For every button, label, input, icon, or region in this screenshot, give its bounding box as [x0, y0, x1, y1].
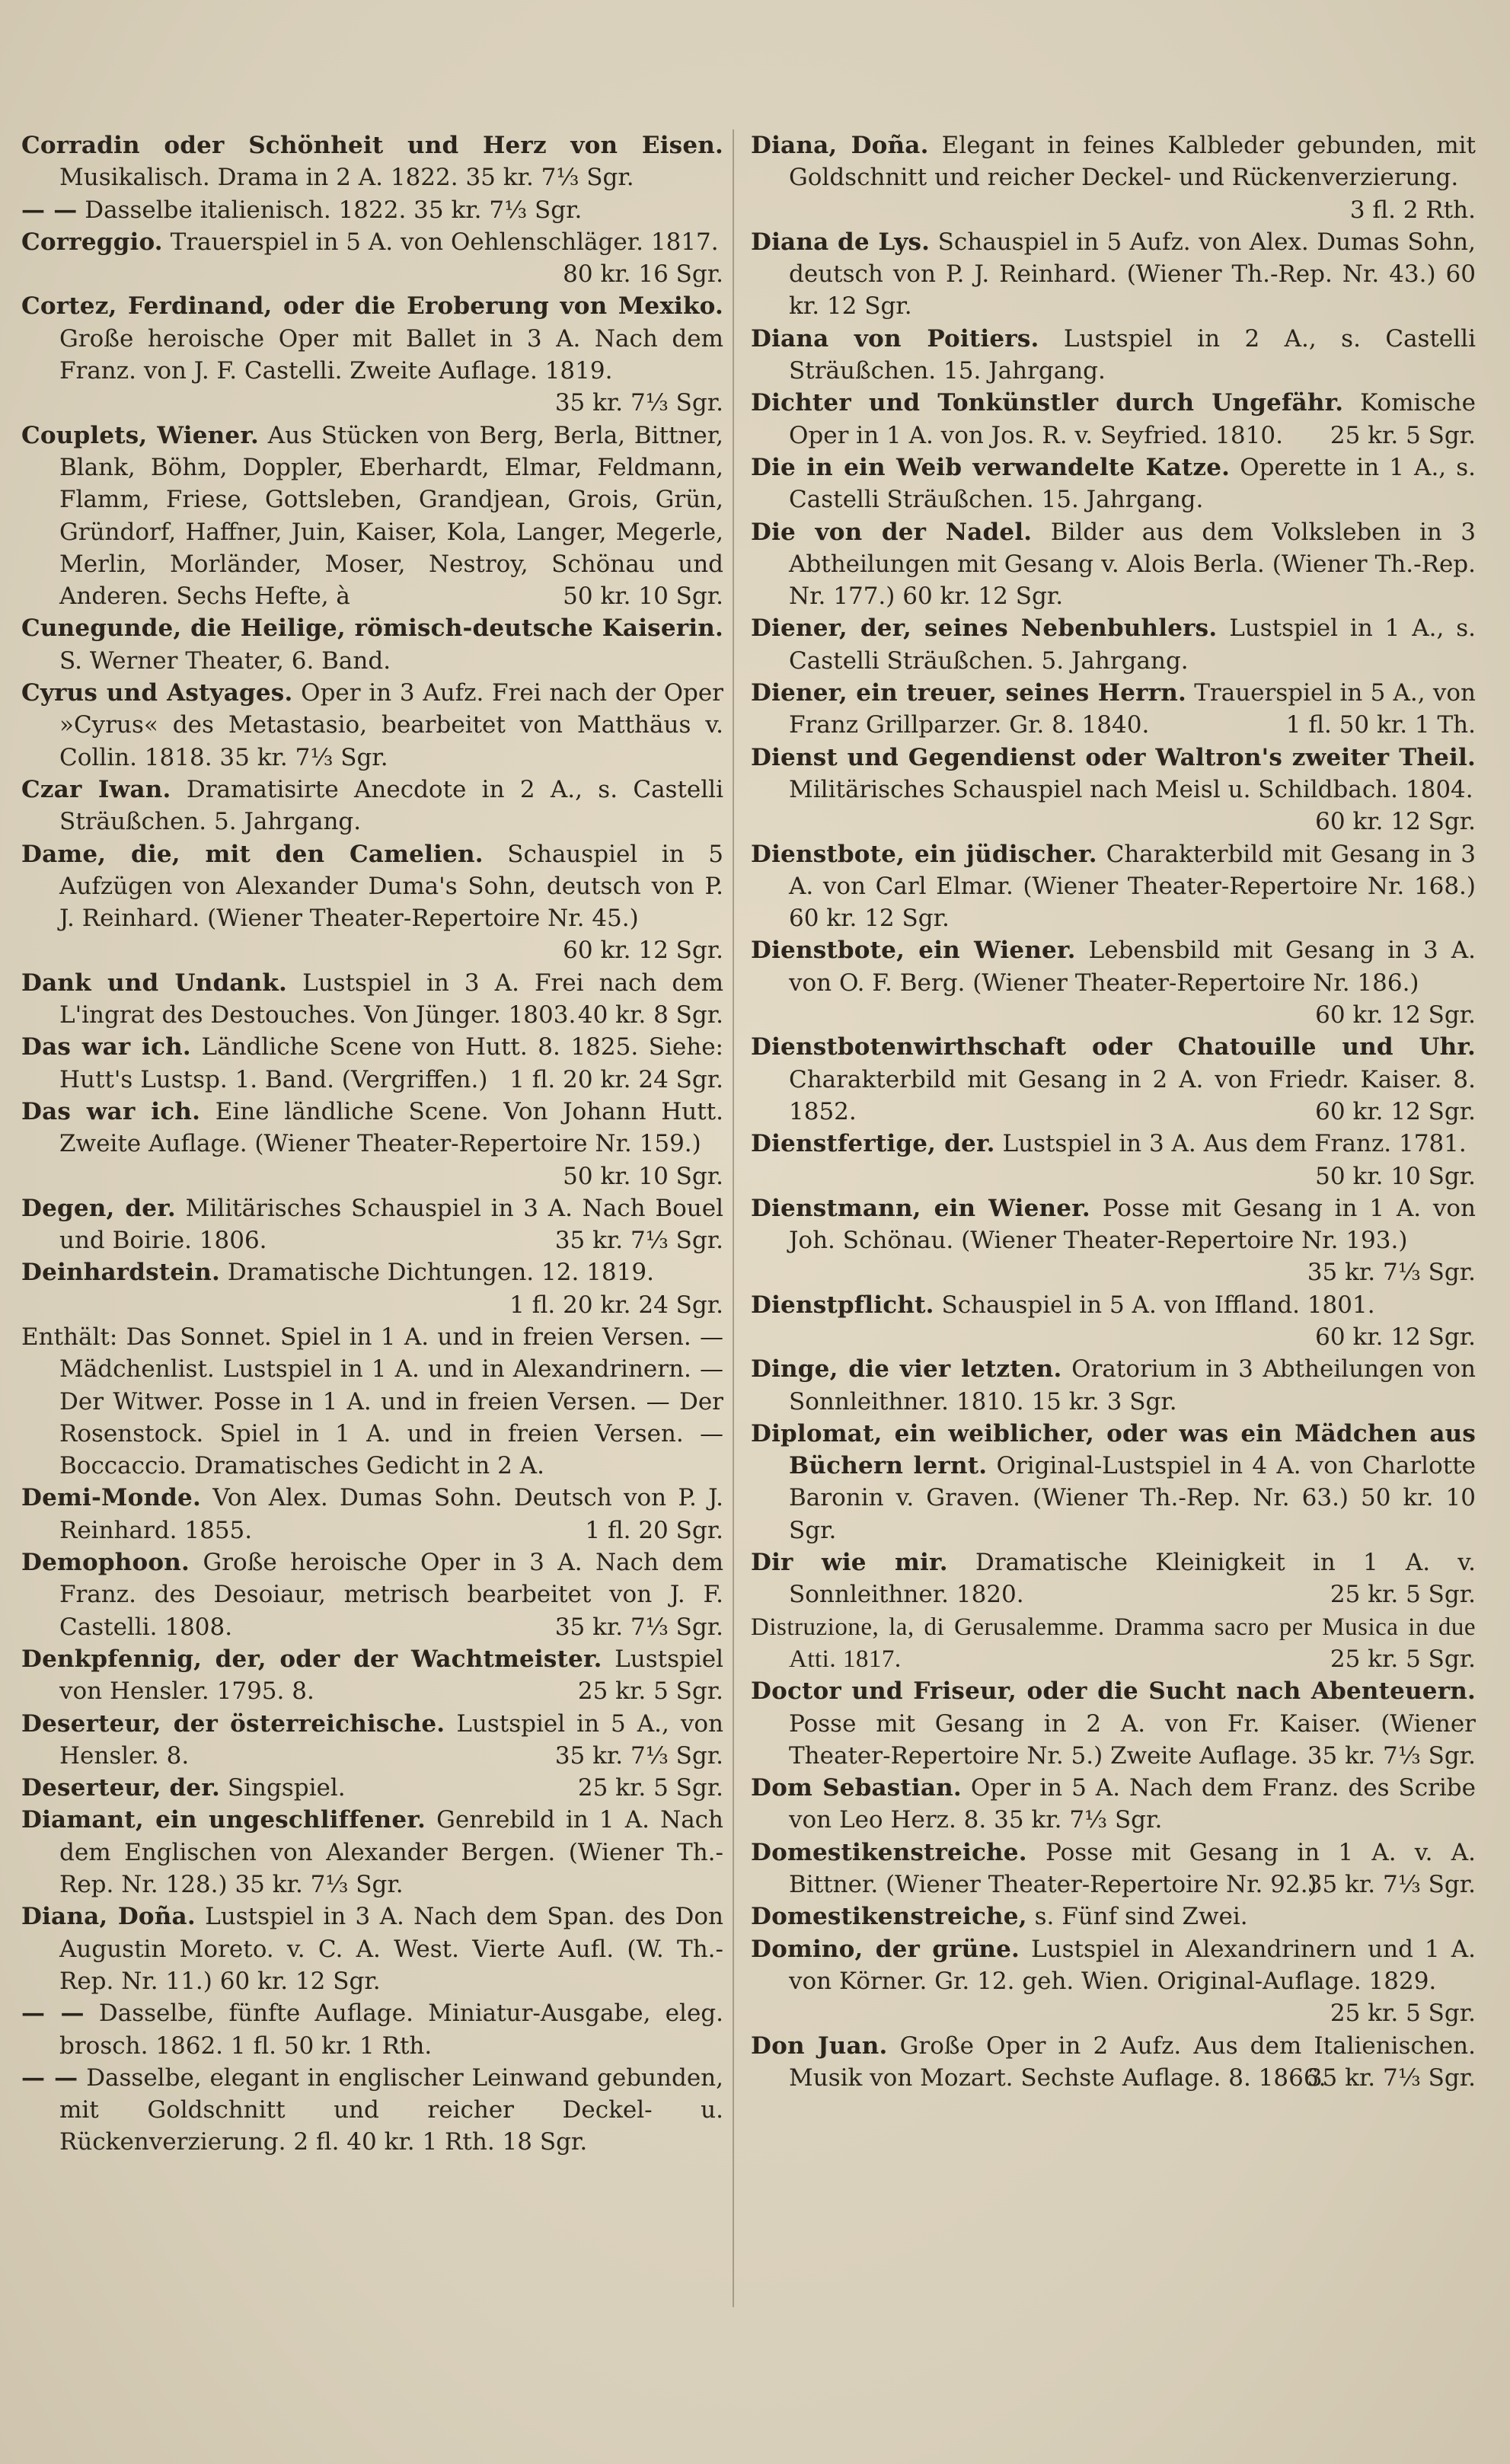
- entry-text: Elegant in feines Kalbleder gebunden, mit Goldschnitt und reicher Deckel- und Rückenverzierung.: [789, 132, 1476, 192]
- entry-text: Ländliche Scene von Hutt. 8. 1825. Siehe: Hutt's Lustsp. 1. Band. (Vergriffen.): [59, 1033, 724, 1093]
- catalog-entry: [21, 838, 723, 967]
- entry-price: 25 kr. 5 Sgr.: [1330, 421, 1476, 449]
- catalog-entry: [751, 677, 1476, 742]
- entry-price: 25 kr. 5 Sgr.: [1330, 1581, 1476, 1609]
- catalog-entry: [751, 1192, 1476, 1289]
- entry-headword: Diplomat, ein weiblicher, oder was ein Mädchen aus Büchern lernt.: [751, 1419, 1476, 1480]
- entry-headword: Dienstfertige, der.: [751, 1130, 995, 1158]
- entry-price: 60 kr. 12 Sgr.: [1315, 1097, 1476, 1125]
- entry-text: Schauspiel in 5 A. von Iffland. 1801.: [941, 1291, 1375, 1319]
- entry-text: Lebensbild mit Gesang in 3 A. von O. F. Berg. (Wiener Theater-Repertoire Nr. 186.): [789, 937, 1476, 997]
- catalog-entry: [21, 290, 723, 419]
- entry-text: Dramatisirte Anecdote in 2 A., s. Castelli Sträußchen. 5. Jahrgang.: [59, 775, 724, 836]
- entry-price: 1 fl. 20 kr. 24 Sgr.: [509, 1291, 723, 1319]
- catalog-entry: [751, 742, 1476, 838]
- entry-text: Lustspiel in 3 A. Aus dem Franz. 1781.: [1002, 1130, 1467, 1158]
- catalog-entry: [21, 129, 723, 194]
- catalog-entry: [751, 838, 1476, 935]
- entry-text: Eine ländliche Scene. Von Johann Hutt. Zweite Auflage. (Wiener Theater-Repertoire Nr. 159.): [59, 1097, 723, 1158]
- entry-headword: Degen, der.: [21, 1194, 176, 1222]
- entry-price: 60 kr. 12 Sgr.: [1315, 1001, 1476, 1029]
- entry-headword: Die von der Nadel.: [751, 518, 1033, 546]
- entry-price: 60 kr. 12 Sgr.: [1315, 1323, 1476, 1351]
- entry-text: Militärisches Schauspiel in 3 A. Nach Bouel und Boirie. 1806.: [59, 1194, 723, 1255]
- entry-price: 40 kr. 8 Sgr.: [577, 1001, 723, 1029]
- catalog-entry: [751, 1901, 1476, 1933]
- entry-headword: — —: [21, 2063, 78, 2092]
- entry-text: Bilder aus dem Volksleben in 3 Abtheilungen mit Gesang v. Alois Berla. (Wiener Th.-Rep. Nr. 177.) 60 kr. 12 Sgr.: [789, 518, 1476, 611]
- catalog-entry: [21, 1643, 723, 1708]
- entry-price: 25 kr. 5 Sgr.: [1330, 1645, 1476, 1673]
- entry-text: Genrebild in 1 A. Nach dem Englischen von Alexander Bergen. (Wiener Th.-Rep. Nr. 128.) 35 kr. 7⅓ Sgr.: [59, 1806, 723, 1899]
- entry-headword: Die in ein Weib verwandelte Katze.: [751, 453, 1231, 481]
- entry-price: 50 kr. 10 Sgr.: [563, 1162, 723, 1190]
- entry-price: 60 kr. 12 Sgr.: [1315, 808, 1476, 836]
- entry-headword: — —: [21, 196, 78, 224]
- catalog-entry: [751, 612, 1476, 677]
- catalog-entry: [751, 1128, 1476, 1192]
- entry-price: 80 kr. 16 Sgr.: [563, 260, 723, 289]
- catalog-entry: [21, 1192, 723, 1257]
- catalog-entry: [21, 1901, 723, 1997]
- entry-headword: — —: [21, 2000, 85, 2028]
- catalog-entry: [751, 1772, 1476, 1837]
- entry-headword: Domestikenstreiche.: [751, 1838, 1027, 1866]
- catalog-entry: [21, 226, 723, 291]
- entry-headword: Deserteur, der.: [21, 1774, 221, 1802]
- entry-price: 35 kr. 7⅓ Sgr.: [1307, 1871, 1476, 1899]
- entry-text: Lustspiel von Hensler. 1795. 8.: [59, 1645, 724, 1706]
- entry-price: 25 kr. 5 Sgr.: [577, 1677, 723, 1706]
- entry-headword: Czar Iwan.: [21, 775, 171, 803]
- entry-text: Singspiel.: [227, 1774, 346, 1802]
- entry-text: Dasselbe italienisch. 1822. 35 kr. 7⅓ Sgr.: [85, 196, 583, 224]
- entry-headword: Diener, der, seines Nebenbuhlers.: [751, 614, 1218, 643]
- entry-headword: Denkpfennig, der, oder der Wachtmeister.: [21, 1645, 602, 1673]
- entry-price: 35 kr. 7⅓ Sgr.: [554, 1227, 723, 1255]
- entry-headword: Cunegunde, die Heilige, römisch-deutsche Kaiserin.: [21, 614, 723, 643]
- entry-text: Lustspiel in 1 A., s. Castelli Sträußchen. 5. Jahrgang.: [789, 614, 1476, 675]
- entry-text: Musikalisch. Drama in 2 A. 1822. 35 kr. 7⅓ Sgr.: [59, 164, 634, 192]
- catalog-entry: [21, 774, 723, 838]
- entry-price: 25 kr. 5 Sgr.: [577, 1774, 723, 1802]
- entry-headword: Diener, ein treuer, seines Herrn.: [751, 679, 1186, 707]
- entry-price: 35 kr. 7⅓ Sgr.: [1307, 2063, 1476, 2092]
- catalog-entry: [21, 1482, 723, 1546]
- catalog-entry: [751, 129, 1476, 226]
- entry-text: Von Alex. Dumas Sohn. Deutsch von P. J. Reinhard. 1855.: [59, 1484, 724, 1544]
- catalog-entry: [21, 1804, 723, 1901]
- entry-headword: Das war ich.: [21, 1097, 201, 1125]
- catalog-entry: [21, 612, 723, 677]
- catalog-entry: [21, 1321, 723, 1482]
- entry-price: 35 kr. 7⅓ Sgr.: [554, 1741, 723, 1770]
- entry-price: 25 kr. 5 Sgr.: [1330, 2000, 1476, 2028]
- entry-headword: Das war ich.: [21, 1033, 191, 1061]
- entry-headword: Don Juan.: [751, 2032, 888, 2060]
- entry-text: Operette in 1 A., s. Castelli Sträußchen. 15. Jahrgang.: [789, 453, 1476, 514]
- entry-text: Trauerspiel in 5 A. von Oehlenschläger. 1817.: [170, 228, 719, 256]
- catalog-entry: [751, 1546, 1476, 1611]
- entry-headword: Dir wie mir.: [751, 1549, 948, 1577]
- entry-text: Posse mit Gesang in 1 A. v. A. Bittner. (Wiener Theater-Repertoire Nr. 92.): [789, 1838, 1476, 1899]
- catalog-entry: [751, 2030, 1476, 2095]
- entry-price: 35 kr. 7⅓ Sgr.: [1307, 1741, 1476, 1770]
- entry-price: 1 fl. 20 Sgr.: [585, 1516, 723, 1544]
- entry-headword: Correggio.: [21, 228, 163, 256]
- entry-text: Dramatische Dichtungen. 12. 1819.: [227, 1259, 654, 1287]
- entry-headword: Diana, Doña.: [21, 1903, 196, 1931]
- entry-text: Große heroische Oper mit Ballet in 3 A. Nach dem Franz. von J. F. Castelli. Zweite Auflage. 1819.: [59, 324, 723, 385]
- entry-text: Große Oper in 2 Aufz. Aus dem Italienischen. Musik von Mozart. Sechste Auflage. 8. 1866.: [789, 2032, 1476, 2092]
- entry-headword: Dienst und Gegendienst oder Waltron's zweiter Theil.: [751, 743, 1476, 771]
- entry-headword: Dom Sebastian.: [751, 1774, 962, 1802]
- catalog-entry: [751, 516, 1476, 613]
- entry-headword: Dienstpflicht.: [751, 1291, 934, 1319]
- catalog-entry: [751, 1418, 1476, 1546]
- entry-price: 1 fl. 50 kr. 1 Th.: [1285, 711, 1476, 739]
- entry-text: Charakterbild mit Gesang in 3 A. von Carl Elmar. (Wiener Theater-Repertoire Nr. 168.) 60 kr. 12 Sgr.: [789, 840, 1476, 933]
- entry-headword: Demi-Monde.: [21, 1484, 201, 1512]
- entry-text: Lustspiel in 5 A., von Hensler. 8.: [59, 1709, 724, 1770]
- catalog-entry: [751, 1611, 1476, 1676]
- entry-text: Charakterbild mit Gesang in 2 A. von Friedr. Kaiser. 8. 1852.: [789, 1065, 1476, 1125]
- catalog-entry: [21, 1997, 723, 2062]
- entry-text: Komische Oper in 1 A. von Jos. R. v. Seyfried. 1810.: [789, 389, 1476, 449]
- entry-price: 35 kr. 7⅓ Sgr.: [554, 1613, 723, 1641]
- entry-headword: Demophoon.: [21, 1549, 190, 1577]
- catalog-entry: [751, 1353, 1476, 1418]
- entry-headword: Diamant, ein ungeschliffener.: [21, 1806, 426, 1834]
- entry-text: Aus Stücken von Berg, Berla, Bittner, Blank, Böhm, Doppler, Eberhardt, Elmar, Feldmann, Flamm, Friese, Gottsleben, Grandjean, Grois, Grün, Gründorf, Haffner, Juin, Kaiser, Kola, Langer, Megerle, Merlin, Morländer, Moser, Nestroy, Schönau und Anderen. Sechs Hefte, à: [59, 421, 723, 611]
- catalog-entry: [751, 1837, 1476, 1901]
- column-divider: [733, 129, 734, 2307]
- catalog-entry: [751, 323, 1476, 388]
- entry-text: Schauspiel in 5 Aufz. von Alex. Dumas Sohn, deutsch von P. J. Reinhard. (Wiener Th.-Rep. Nr. 43.) 60 kr. 12 Sgr.: [789, 228, 1476, 321]
- entry-headword: Corradin oder Schönheit und Herz von Eisen.: [21, 132, 723, 159]
- entry-headword: Dame, die, mit den Camelien.: [21, 840, 484, 868]
- catalog-entry: [751, 934, 1476, 1031]
- entry-text: Oper in 3 Aufz. Frei nach der Oper »Cyrus« des Metastasio, bearbeitet von Matthäus v. Collin. 1818. 35 kr. 7⅓ Sgr.: [59, 679, 723, 771]
- catalog-entry: [21, 2062, 723, 2159]
- entry-text: Dasselbe, fünfte Auflage. Miniatur-Ausgabe, eleg. brosch. 1862. 1 fl. 50 kr. 1 Rth.: [59, 2000, 723, 2060]
- entry-headword: Dank und Undank.: [21, 969, 288, 997]
- entry-price: 50 kr. 10 Sgr.: [563, 582, 723, 611]
- entry-text: S. Werner Theater, 6. Band.: [59, 646, 391, 675]
- catalog-entry: [21, 194, 723, 226]
- catalog-entry: [751, 1031, 1476, 1128]
- entry-price: 50 kr. 10 Sgr.: [1315, 1162, 1476, 1190]
- entry-headword: Diana, Doña.: [751, 132, 929, 159]
- entry-text: Enthält: Das Sonnet. Spiel in 1 A. und in freien Versen. — Mädchenlist. Lustspiel in 1 A. und in Alexandrinern. — Der Witwer. Posse in 1 A. und in freien Versen. — Der Rosenstock. Spiel in 1 A. und in freien Versen. — Boccaccio. Dramatisches Gedicht in 2 A.: [21, 1323, 723, 1480]
- entry-text: Dasselbe, elegant in englischer Leinwand gebunden, mit Goldschnitt und reicher Deckel- u. Rückenverzierung. 2 fl. 40 kr. 1 Rth. 18 Sgr.: [59, 2063, 723, 2156]
- catalog-entry: [21, 420, 723, 613]
- entry-headword: Dienstbotenwirthschaft oder Chatouille und Uhr.: [751, 1033, 1476, 1061]
- entry-headword: Cortez, Ferdinand, oder die Eroberung von Mexiko.: [21, 292, 723, 321]
- catalog-entry: [21, 1031, 723, 1096]
- right-column: [751, 129, 1476, 2094]
- catalog-entry: [21, 1256, 723, 1321]
- entry-text: Trauerspiel in 5 A., von Franz Grillparzer. Gr. 8. 1840.: [789, 679, 1476, 739]
- entry-headword: Diana von Poitiers.: [751, 324, 1039, 353]
- entry-text: Posse mit Gesang in 1 A. von Joh. Schönau. (Wiener Theater-Repertoire Nr. 193.): [789, 1194, 1476, 1255]
- catalog-entry: [21, 1546, 723, 1643]
- catalog-entry: [21, 677, 723, 774]
- entry-headword: Couplets, Wiener.: [21, 421, 260, 449]
- entry-headword: Domino, der grüne.: [751, 1935, 1020, 1963]
- catalog-entry: [751, 1933, 1476, 2030]
- entry-price: 60 kr. 12 Sgr.: [563, 937, 723, 965]
- entry-text: Dramatische Kleinigkeit in 1 A. v. Sonnleithner. 1820.: [789, 1549, 1476, 1609]
- entry-price: 1 fl. 20 kr. 24 Sgr.: [509, 1065, 723, 1093]
- entry-headword: Deinhardstein.: [21, 1259, 220, 1287]
- entry-headword: Cyrus und Astyages.: [21, 679, 293, 707]
- catalog-entry: [751, 1289, 1476, 1354]
- entry-headword: Dienstmann, ein Wiener.: [751, 1194, 1090, 1222]
- entry-price: 35 kr. 7⅓ Sgr.: [554, 389, 723, 417]
- entry-text: Original-Lustspiel in 4 A. von Charlotte Baronin v. Graven. (Wiener Th.-Rep. Nr. 63.) 50 kr. 10 Sgr.: [789, 1452, 1476, 1544]
- catalog-entry: [751, 452, 1476, 516]
- catalog-entry: [21, 1772, 723, 1804]
- entry-text: Oratorium in 3 Abtheilungen von Sonnleithner. 1810. 15 kr. 3 Sgr.: [789, 1355, 1476, 1416]
- entry-text: Lustspiel in 3 A. Nach dem Span. des Don Augustin Moreto. v. C. A. West. Vierte Aufl. (W. Th.-Rep. Nr. 11.) 60 kr. 12 Sgr.: [59, 1903, 723, 1995]
- entry-headword: Dichter und Tonkünstler durch Ungefähr.: [751, 389, 1344, 417]
- entry-latin-title: Distruzione, la, di Gerusalemme. Dramma sacro per Musica in due Atti. 1817.: [751, 1613, 1476, 1673]
- entry-text: Lustspiel in 3 A. Frei nach dem L'ingrat des Destouches. Von Jünger. 1803.: [59, 969, 724, 1029]
- entry-text: Posse mit Gesang in 2 A. von Fr. Kaiser. (Wiener Theater-Repertoire Nr. 5.) Zweite Auflage.: [789, 1709, 1476, 1770]
- entry-text: Lustspiel in Alexandrinern und 1 A. von Körner. Gr. 12. geh. Wien. Original-Auflage. 1829.: [789, 1935, 1476, 1995]
- catalog-entry: [751, 1675, 1476, 1772]
- entry-text: Lustspiel in 2 A., s. Castelli Sträußchen. 15. Jahrgang.: [789, 324, 1476, 385]
- left-column: [21, 129, 723, 2159]
- entry-headword: Diana de Lys.: [751, 228, 931, 256]
- entry-text: Schauspiel in 5 Aufzügen von Alexander Duma's Sohn, deutsch von P. J. Reinhard. (Wiener Theater-Repertoire Nr. 45.): [59, 840, 723, 933]
- entry-price: 3 fl. 2 Rth.: [1349, 196, 1476, 224]
- catalog-entry: [751, 226, 1476, 323]
- entry-headword: Dienstbote, ein Wiener.: [751, 937, 1076, 965]
- entry-headword: Dinge, die vier letzten.: [751, 1355, 1062, 1384]
- entry-text: s. Fünf sind Zwei.: [1034, 1903, 1248, 1931]
- catalog-entry: [21, 967, 723, 1032]
- entry-price: 35 kr. 7⅓ Sgr.: [1307, 1259, 1476, 1287]
- entry-headword: Deserteur, der österreichische.: [21, 1709, 445, 1738]
- entry-headword: Doctor und Friseur, oder die Sucht nach Abenteuern.: [751, 1677, 1476, 1706]
- catalog-entry: [21, 1096, 723, 1192]
- catalog-entry: [21, 1708, 723, 1773]
- entry-text: Militärisches Schauspiel nach Meisl u. Schildbach. 1804.: [789, 775, 1473, 803]
- entry-headword: Domestikenstreiche,: [751, 1903, 1027, 1931]
- entry-text: Oper in 5 A. Nach dem Franz. des Scribe von Leo Herz. 8. 35 kr. 7⅓ Sgr.: [789, 1774, 1476, 1834]
- entry-headword: Dienstbote, ein jüdischer.: [751, 840, 1097, 868]
- entry-text: Große heroische Oper in 3 A. Nach dem Franz. des Desoiaur, metrisch bearbeitet von J. F. Castelli. 1808.: [59, 1549, 724, 1641]
- catalog-entry: [751, 387, 1476, 452]
